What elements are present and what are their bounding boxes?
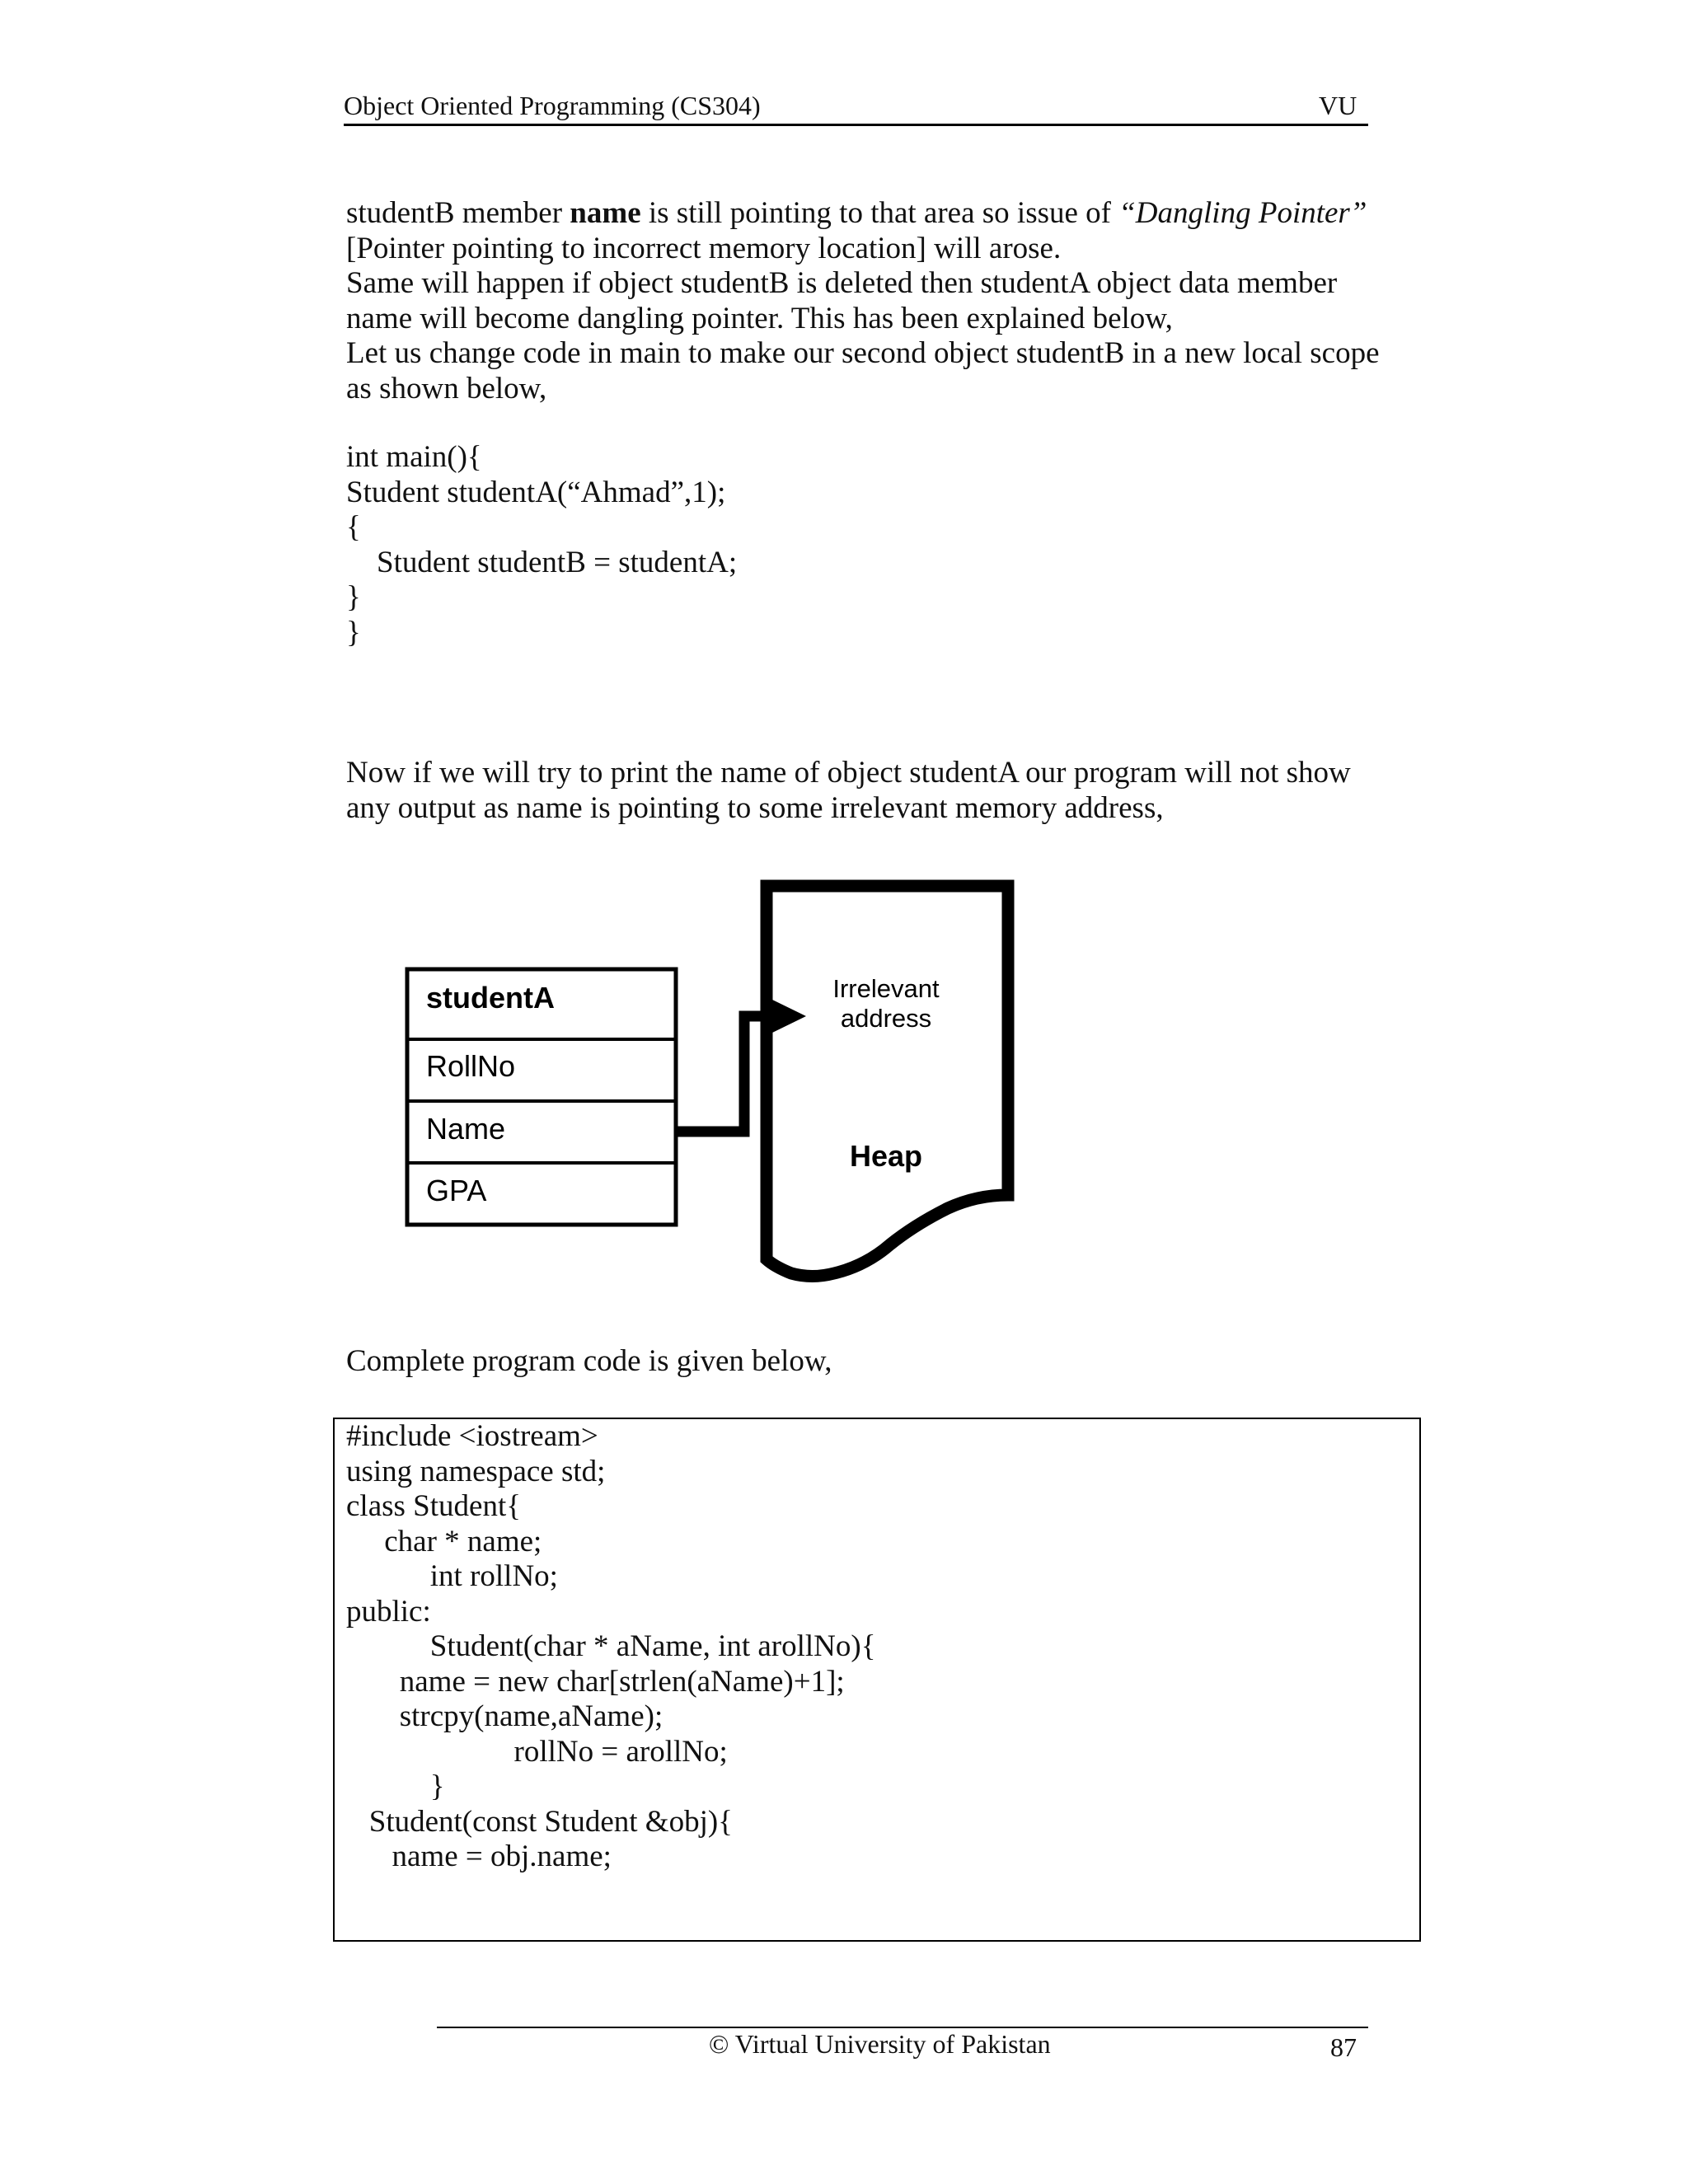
- code-line: }: [346, 1769, 445, 1803]
- heap-text-address: address: [840, 1004, 932, 1033]
- code-line: int rollNo;: [346, 1559, 558, 1593]
- code-line: {: [346, 510, 361, 544]
- code-line: int main(){: [346, 440, 482, 474]
- code-line: name = obj.name;: [346, 1840, 612, 1873]
- complete-program-caption: Complete program code is given below,: [346, 1344, 832, 1378]
- text-line: Now if we will try to print the name of object studentA our program will not show: [346, 756, 1351, 790]
- text-line: Same will happen if object studentB is deleted then studentA object data member: [346, 266, 1338, 300]
- text-line: as shown below,: [346, 371, 547, 405]
- code-line: #include <iostream>: [346, 1419, 598, 1453]
- code-line: using namespace std;: [346, 1454, 606, 1488]
- code-line: name = new char[strlen(aName)+1];: [346, 1664, 845, 1699]
- pointer-arrow: [676, 999, 806, 1132]
- heap-outline: [767, 886, 1008, 1277]
- text-line: Let us change code in main to make our second object studentB in a new local scope: [346, 336, 1380, 370]
- program-code-lines: [346, 1419, 1409, 1875]
- field-label-rollno: RollNo: [426, 1049, 516, 1083]
- code-line: Student studentB = studentA;: [346, 545, 738, 579]
- text-line: name will become dangling pointer. This has been explained below,: [346, 301, 1173, 335]
- pointer-line: [676, 1016, 775, 1132]
- field-label-name: Name: [426, 1112, 506, 1146]
- text-line: any output as name is pointing to some irrelevant memory address,: [346, 790, 1164, 825]
- code-line: Student(char * aName, int arollNo){: [346, 1629, 876, 1663]
- page-number: 87: [1330, 2032, 1357, 2062]
- code-line: }: [346, 580, 361, 614]
- page-header-org: VU: [1319, 91, 1357, 120]
- heap-block: [767, 886, 1008, 1277]
- code-line: }: [346, 615, 361, 649]
- page-header-title: Object Oriented Programming (CS304): [344, 91, 761, 120]
- text-line: studentB member name is still pointing to that area so issue of “Dangling Pointer”: [346, 196, 1367, 230]
- student-object-box: [407, 969, 676, 1225]
- heap-label: Heap: [849, 1139, 923, 1173]
- code-line: rollNo = arollNo;: [346, 1734, 728, 1769]
- text-line: [Pointer pointing to incorrect memory location] will arose.: [346, 231, 1062, 265]
- code-line: class Student{: [346, 1489, 521, 1523]
- heap-text-irrelevant: Irrelevant: [832, 974, 940, 1003]
- field-label-gpa: GPA: [426, 1174, 487, 1207]
- arrow-head: [771, 999, 806, 1033]
- code-line: Student(const Student &obj){: [346, 1804, 733, 1839]
- code-line: strcpy(name,aName);: [346, 1699, 663, 1733]
- footer-rule: [437, 2027, 1368, 2028]
- object-name-label: studentA: [426, 981, 555, 1015]
- code-line: char * name;: [346, 1524, 542, 1558]
- footer-copyright: © Virtual University of Pakistan: [709, 2029, 1051, 2059]
- code-line: public:: [346, 1594, 431, 1629]
- code-line: Student studentA(“Ahmad”,1);: [346, 475, 726, 509]
